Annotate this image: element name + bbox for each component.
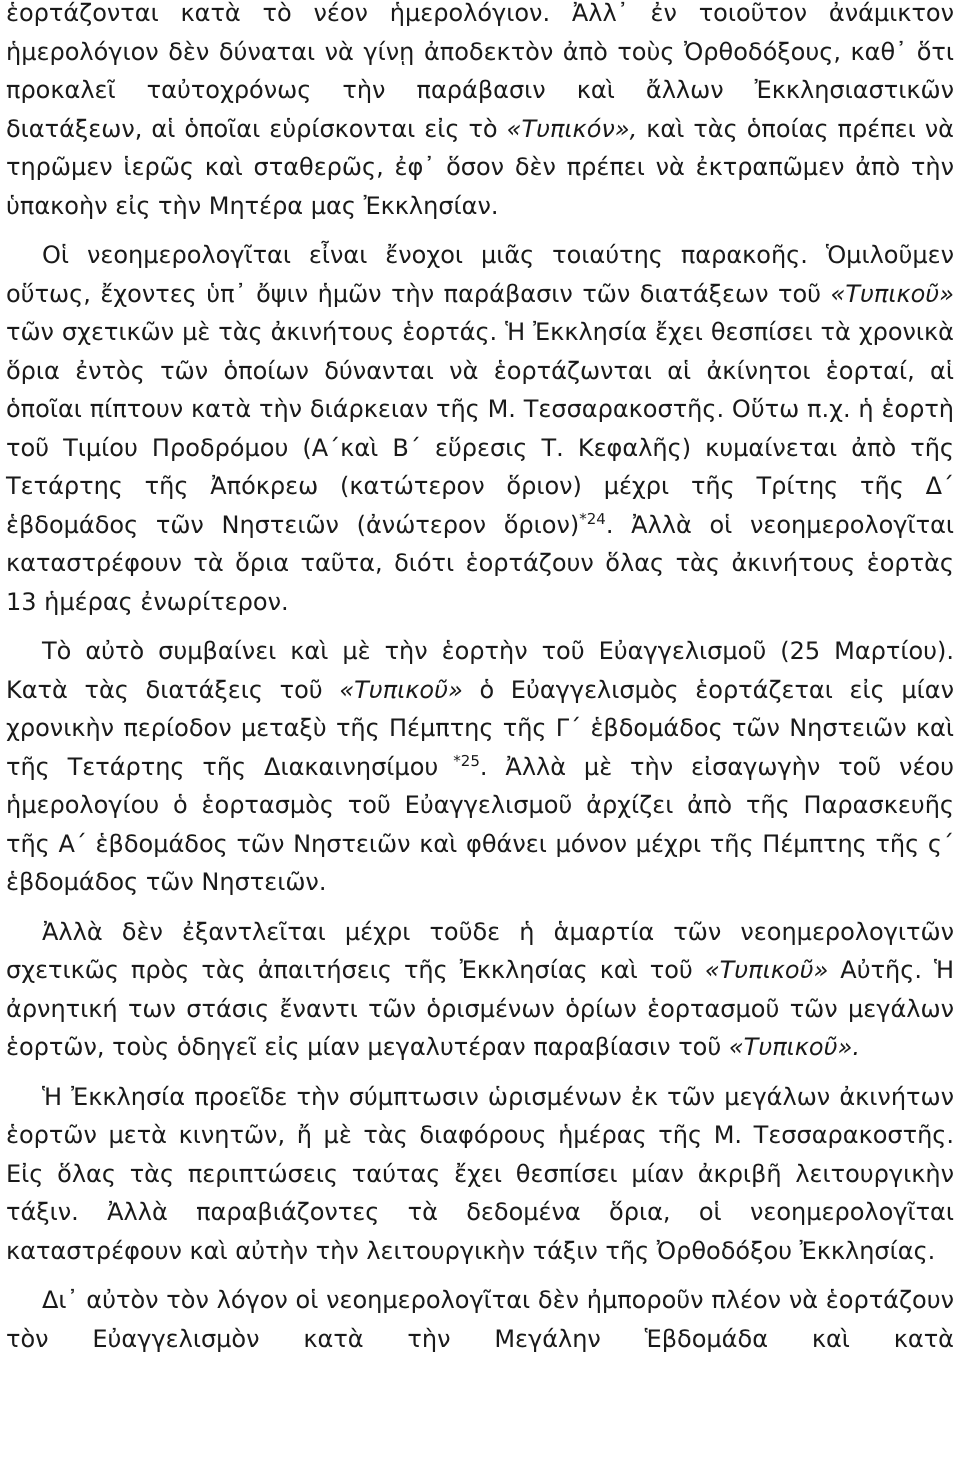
paragraph-1	[6, 0, 954, 225]
text-run: . Ἀλλὰ μὲ τὴν εἰσαγωγὴν τοῦ νέου ἡμερολογίου ὁ ἑορτασμὸς τοῦ Εὐαγγελισμοῦ ἀρχίζει ἀπὸ τῆς Παρασκευῆς τῆς Α´ ἑβδομάδος τῶν Νηστειῶν καὶ φθάνει μόνον μέχρι τῆς Πέμπτης τῆς ς´ ἑβδομάδος τῶν Νηστειῶν.	[6, 752, 954, 896]
text-run: Δι᾽ αὐτὸν τὸν λόγον οἱ νεοημερολογῖται δὲν ἠμποροῦν πλέον νὰ ἑορτάζουν τὸν Εὐαγγελισμὸν κατὰ τὴν Μεγάλην Ἑβδομάδα καὶ κατὰ	[6, 1286, 954, 1353]
footnote-ref-24[interactable]: *24	[579, 509, 606, 528]
text-run: Οἱ νεοημερολογῖται εἶναι ἔνοχοι μιᾶς τοιαύτης παρακοῆς. Ὁμιλοῦμεν οὕτως, ἔχοντες ὑπ᾽ ὄψιν ἡμῶν τὴν παράβασιν τῶν διατάξεων τοῦ	[6, 241, 954, 308]
text-run: Αὐτῆς. Ἡ ἀρνητική των στάσις ἔναντι τῶν ὁρισμένων ὁρίων ἑορτασμοῦ τῶν μεγάλων ἑορτῶν, τοὺς ὁδηγεῖ εἰς μίαν μεγαλυτέραν παραβίασιν τοῦ	[6, 956, 954, 1061]
italic-term: «Τυπικοῦ».	[728, 1033, 860, 1061]
paragraph-2	[6, 236, 954, 621]
italic-term: «Τυπικοῦ»	[830, 279, 954, 308]
text-run: ἑορτάζονται κατὰ τὸ νέον ἡμερολόγιον. Ἀλλ᾽ ἐν τοιοῦτον ἀνάμικτον ἡμερολόγιον δὲν δύναται νὰ γίνῃ ἀποδεκτὸν ἀπὸ τοὺς Ὀρθοδόξους, καθ᾽ ὅτι προκαλεῖ ταὐτοχρόνως τὴν παράβασιν καὶ ἄλλων Ἐκκλησιαστικῶν διατάξεων, αἱ ὁποῖαι εὑρίσκονται εἰς τὸ	[6, 0, 954, 143]
footnote-ref-25[interactable]: *25	[438, 751, 480, 770]
text-run: καὶ τὰς ὁποίας πρέπει νὰ τηρῶμεν ἱερῶς καὶ σταθερῶς, ἐφ᾽ ὅσον δὲν πρέπει νὰ ἐκτραπῶμεν ἀπὸ τὴν ὑπακοὴν εἰς τὴν Μητέρα μας Ἐκκλησίαν.	[6, 114, 954, 220]
text-run: τῶν σχετικῶν μὲ τὰς ἀκινήτους ἑορτάς. Ἡ Ἐκκλησία ἔχει θεσπίσει τὰ χρονικὰ ὅρια ἐντὸς τῶν ὁποίων δύνανται νὰ ἑορτάζωνται αἱ ἀκίνητοι ἑορταί, αἱ ὁποῖαι πίπτουν κατὰ τὴν διάρκειαν τῆς Μ. Τεσσαρακοστῆς. Οὕτω π.χ. ἡ ἑορτὴ τοῦ Τιμίου Προδρόμου (Α´καὶ Β´ εὕρεσις Τ. Κεφαλῆς) κυμαίνεται ἀπὸ τῆς Τετάρτης τῆς Ἀπόκρεω (κατώτερον ὅριον) μέχρι τῆς Τρίτης τῆς Δ´ ἑβδομάδος τῶν Νηστειῶν (ἀνώτερον ὅριον)	[6, 318, 954, 539]
text-run: Τὸ αὐτὸ συμβαίνει καὶ μὲ τὴν ἑορτὴν τοῦ Εὐαγγελισμοῦ (25 Μαρτίου). Κατὰ τὰς διατάξεις τοῦ	[6, 637, 954, 704]
text-run: ὁ Εὐαγγελισμὸς ἑορτάζεται εἰς μίαν χρονικὴν περίοδον μεταξὺ τῆς Πέμπτης τῆς Γ´ ἑβδομάδος τῶν Νηστειῶν καὶ τῆς Τετάρτης τῆς Διακαινησίμου	[6, 675, 954, 781]
italic-term: «Τυπικοῦ»	[339, 675, 463, 704]
paragraph-3	[6, 632, 954, 902]
paragraph-5	[6, 1078, 954, 1271]
text-run: Ἡ Ἐκκλησία προεῖδε τὴν σύμπτωσιν ὡρισμένων ἐκ τῶν μεγάλων ἀκινήτων ἑορτῶν μετὰ κινητῶν, ἤ μὲ τὰς διαφόρους ἡμέρας τῆς Μ. Τεσσαρακοστῆς. Εἰς ὅλας τὰς περιπτώσεις ταύτας ἔχει θεσπίσει μίαν ἀκριβῆ λειτουργικὴν τάξιν. Ἀλλὰ παραβιάζοντες τὰ δεδομένα ὅρια, οἱ νεοημερολογῖται καταστρέφουν καὶ αὐτὴν τὴν λειτουργικὴν τάξιν τῆς Ὀρθοδόξου Ἐκκλησίας.	[6, 1082, 954, 1265]
text-run: . Ἀλλὰ οἱ νεοημερολογῖται καταστρέφουν τὰ ὅρια ταῦτα, διότι ἑορτάζουν ὅλας τὰς ἀκινήτους ἑορτὰς 13 ἡμέρας ἐνωρίτερον.	[6, 510, 955, 616]
paragraph-6	[6, 1281, 954, 1358]
italic-term: «Τυπικόν»,	[506, 114, 638, 143]
paragraph-4	[6, 913, 954, 1067]
italic-term: «Τυπικοῦ»	[704, 956, 829, 984]
text-run: Ἀλλὰ δὲν ἐξαντλεῖται μέχρι τοῦδε ἡ ἁμαρτία τῶν νεοημερολογιτῶν σχετικῶς πρὸς τὰς ἀπαιτήσεις τῆς Ἐκκλησίας καὶ τοῦ	[6, 917, 954, 984]
